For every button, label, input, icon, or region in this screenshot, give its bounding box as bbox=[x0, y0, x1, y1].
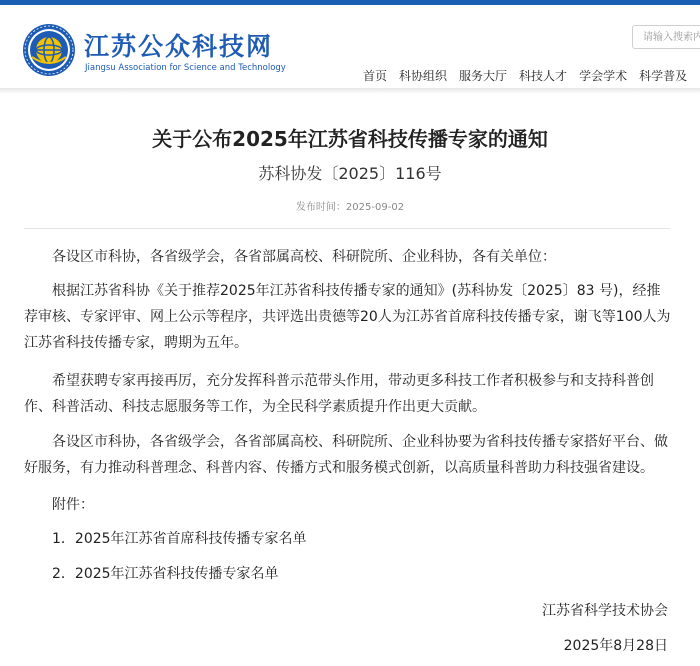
attachment-item[interactable]: 2．2025年江苏省科技传播专家名单 bbox=[52, 566, 279, 582]
paragraph-addressees: 各设区市科协，各省级学会，各省部属高校、科研院所、企业科协，各有关单位： bbox=[52, 249, 556, 265]
site-header bbox=[0, 5, 700, 88]
nav-item-organization[interactable]: 科协组织 bbox=[399, 69, 448, 83]
main-nav bbox=[363, 67, 699, 84]
nav-item-academic[interactable]: 学会学术 bbox=[579, 69, 628, 83]
signature-date: 2025年8月28日 bbox=[563, 638, 668, 654]
divider bbox=[24, 228, 670, 229]
nav-item-service-hall[interactable]: 服务大厅 bbox=[459, 69, 508, 83]
paragraph-body-2: 希望获聘专家再接再厉，充分发挥科普示范带头作用，带动更多科技工作者积极参与和支持科普创作、科普活动、科技志愿服务等工作，为全民科学素质提升作出更大贡献。 bbox=[24, 373, 654, 415]
search-input[interactable] bbox=[632, 25, 700, 49]
header-shadow bbox=[0, 88, 700, 94]
attachments-label: 附件： bbox=[52, 497, 94, 513]
nav-item-talent[interactable]: 科技人才 bbox=[519, 69, 568, 83]
site-title[interactable]: 江苏公众科技网 bbox=[84, 32, 274, 61]
site-subtitle: Jiangsu Association for Science and Technology bbox=[85, 63, 286, 73]
article-title: 关于公布2025年江苏省科技传播专家的通知 bbox=[152, 127, 548, 151]
attachment-item[interactable]: 1．2025年江苏省首席科技传播专家名单 bbox=[52, 531, 307, 547]
paragraph-body-3: 各设区市科协，各省级学会，各省部属高校、科研院所、企业科协要为省科技传播专家搭好平台、做好服务，有力推动科普理念、科普内容、传播方式和服务模式创新，以高质量科普助力科技强省建设。 bbox=[24, 434, 668, 476]
document-number: 苏科协发〔2025〕116号 bbox=[258, 164, 442, 183]
paragraph-body-1: 根据江苏省科协《关于推荐2025年江苏省科技传播专家的通知》(苏科协发〔2025〕83 号)，经推荐审核、专家评审、网上公示等程序，共评选出贵德等20人为江苏省首席科技传播专家，谢飞等100人为江苏省科技传播专家，聘期为五年。 bbox=[24, 283, 671, 351]
nav-item-home[interactable]: 首页 bbox=[363, 69, 388, 83]
jast-logo-icon[interactable] bbox=[22, 23, 76, 77]
nav-item-popular-science[interactable]: 科学普及 bbox=[639, 69, 688, 83]
signature-org: 江苏省科学技术协会 bbox=[542, 603, 668, 619]
publish-date: 发布时间：2025-09-02 bbox=[295, 202, 405, 213]
